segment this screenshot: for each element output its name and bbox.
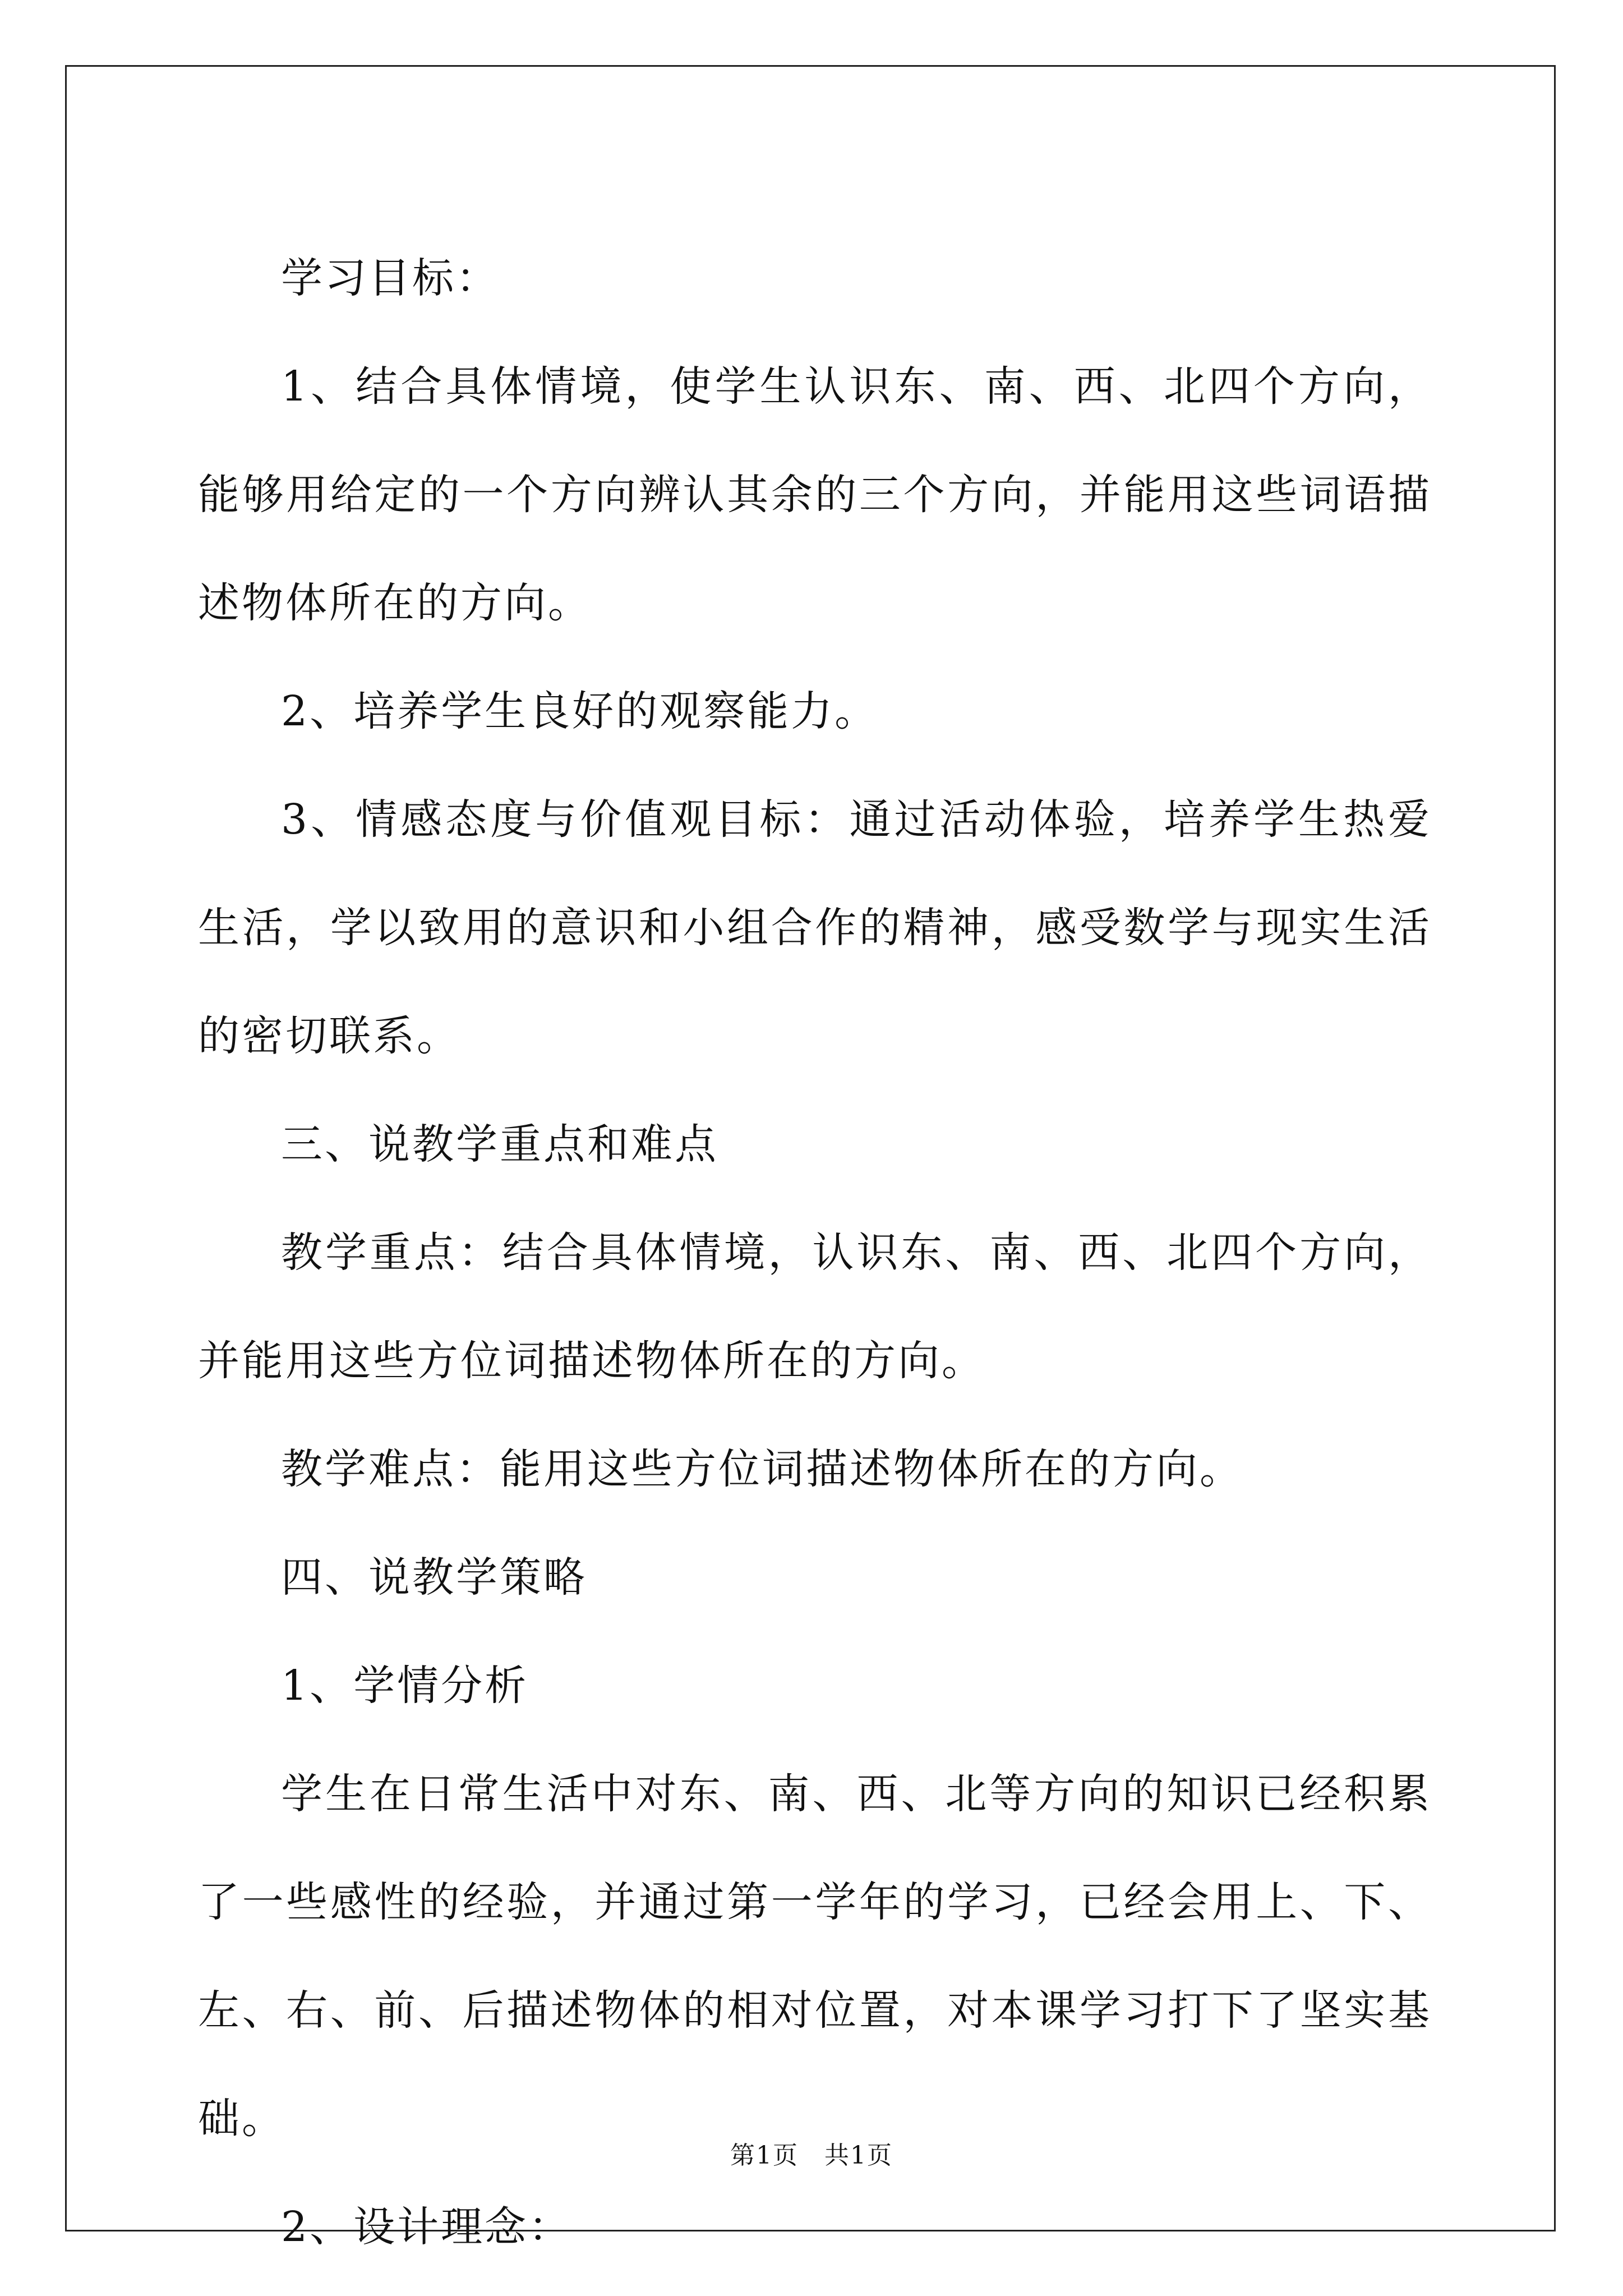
paragraph-teaching-focus: 教学重点：结合具体情境，认识东、南、西、北四个方向，并能用这些方位词描述物体所在的方向。 bbox=[198, 1228, 1432, 1385]
paragraph-goal-3: 3、情感态度与价值观目标：通过活动体验，培养学生热爱生活，学以致用的意识和小组合作的精神，感受数学与现实生活的密切联系。 bbox=[198, 795, 1432, 1060]
subheading-student-analysis: 1、学情分析 bbox=[281, 1662, 529, 1710]
section-heading-strategy: 四、说教学策略 bbox=[281, 1553, 587, 1602]
section-heading-key-points: 三、说教学重点和难点 bbox=[281, 1120, 718, 1168]
page-footer: 第1页 共1页 bbox=[730, 2141, 893, 2170]
paragraph-teaching-difficulty: 教学难点：能用这些方位词描述物体所在的方向。 bbox=[281, 1445, 1243, 1493]
paragraph-student-analysis: 学生在日常生活中对东、南、西、北等方向的知识已经积累了一些感性的经验，并通过第一学年的学习，已经会用上、下、左、右、前、后描述物体的相对位置，对本课学习打下了坚实基础。 bbox=[198, 1770, 1432, 2143]
paragraph-learning-goals-heading: 学习目标： bbox=[281, 254, 500, 302]
paragraph-goal-1: 1、结合具体情境，使学生认识东、南、西、北四个方向，能够用给定的一个方向辨认其余的三个方向，并能用这些词语描述物体所在的方向。 bbox=[198, 362, 1432, 627]
subheading-design-concept: 2、设计理念： bbox=[281, 2203, 573, 2251]
paragraph-goal-2: 2、培养学生良好的观察能力。 bbox=[281, 687, 879, 735]
document-body bbox=[198, 224, 1432, 2281]
